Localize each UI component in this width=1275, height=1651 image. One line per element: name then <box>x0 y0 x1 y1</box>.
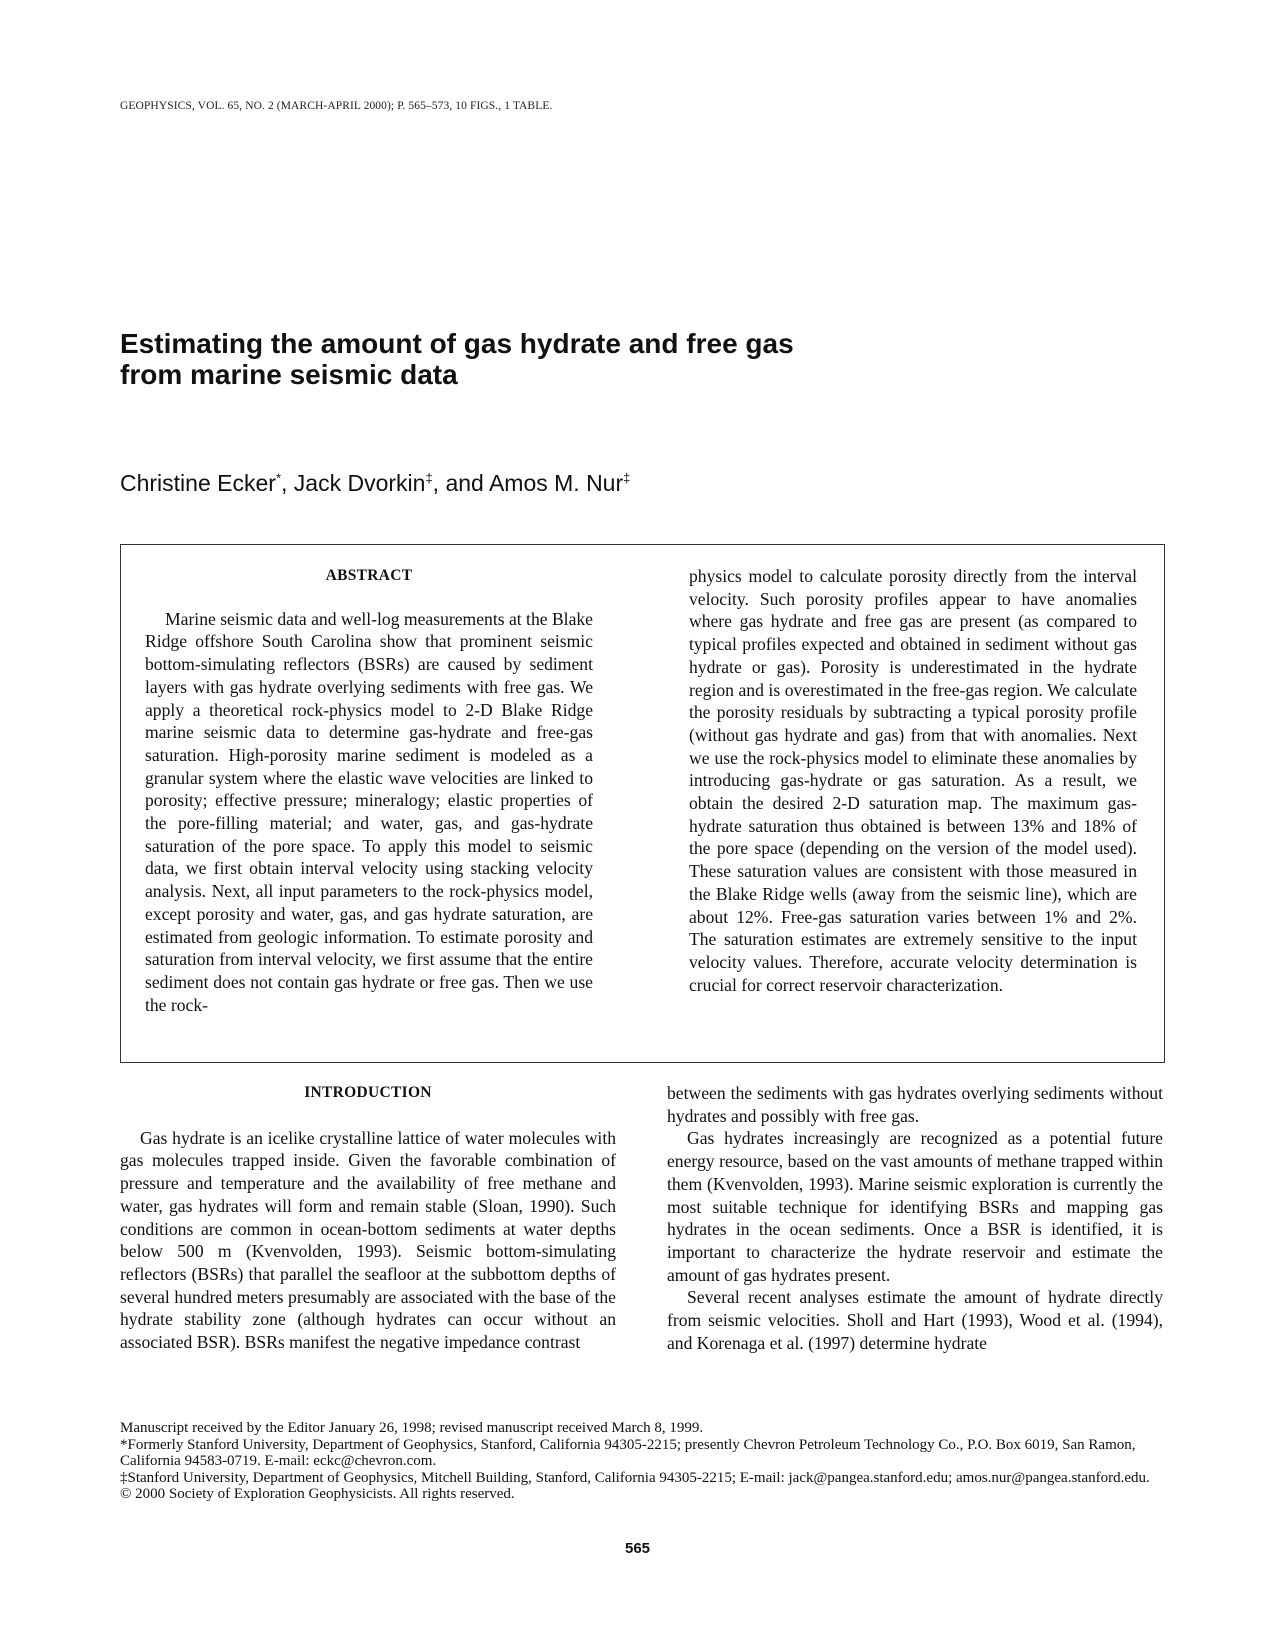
abstract-paragraph-left: Marine seismic data and well-log measurements at the Blake Ridge offshore South Carolina show that prominent seismic bottom-simulating reflectors (BSRs) are caused by sediment layers with gas hydrate overlying sediments with free gas. We apply a theoretical rock-physics model to 2-D Blake Ridge marine seismic data to determine gas-hydrate and free-gas saturation. High-porosity marine sediment is modeled as a granular system where the elastic wave velocities are linked to porosity; effective pressure; mineralogy; elastic properties of the pore-filling material; and water, gas, and gas-hydrate saturation of the pore space. To apply this model to seismic data, we first obtain interval velocity using stacking velocity analysis. Next, all input parameters to the rock-physics model, except porosity and water, gas, and gas hydrate saturation, are estimated from geologic information. To estimate porosity and saturation from interval velocity, we first assume that the entire sediment does not contain gas hydrate or free gas. Then we use the rock- <box>145 608 593 1015</box>
introduction-paragraph-1: Gas hydrate is an icelike crystalline lattice of water molecules with gas molecules trapped inside. Given the favorable combination of pressure and temperature and the availability of free methane and water, gas hydrates will form and remain stable (Sloan, 1990). Such conditions are common in ocean-bottom sediments at water depths below 500 m (Kvenvolden, 1993). Seismic bottom-simulating reflectors (BSRs) that parallel the seafloor at the subbottom depths of several hundred meters presumably are associated with the base of the hydrate stability zone (although hydrates can occur without an associated BSR). BSRs manifest the negative impedance contrast <box>120 1127 616 1353</box>
introduction-paragraph-3: Several recent analyses estimate the amount of hydrate directly from seismic velocities. Sholl and Hart (1993), Wood et al. (1994), and Korenaga et al. (1997) determine hydrate <box>667 1287 1163 1353</box>
abstract-heading: ABSTRACT <box>325 567 413 584</box>
footnotes <box>120 1420 1165 1503</box>
author-list <box>120 470 630 497</box>
introduction-left-column <box>120 1082 616 1354</box>
abstract-right-column <box>689 565 1137 996</box>
page-number: 565 <box>624 1540 651 1557</box>
footnote-affiliation-1: *Formerly Stanford University, Department of Geophysics, Stanford, California 94305-2215; presently Chevron Petroleum Technology Co., P.O. Box 6019, San Ramon, California 94583-0719. E-mail: eckc@chevron.com. <box>120 1436 1136 1469</box>
footnote-affiliation-2: ‡Stanford University, Department of Geophysics, Mitchell Building, Stanford, California 94305-2215; E-mail: jack@pangea.stanford.edu; amos.nur@pangea.stanford.edu. <box>120 1469 1150 1486</box>
title-line-1: Estimating the amount of gas hydrate and free gas <box>120 328 794 359</box>
author-1-mark: * <box>275 470 281 486</box>
author-1: Christine Ecker <box>120 470 276 496</box>
author-2: , Jack Dvorkin <box>281 470 426 496</box>
author-2-mark: ‡ <box>425 470 433 486</box>
abstract-box <box>120 544 1165 1063</box>
introduction-continuation: between the sediments with gas hydrates overlying sediments without hydrates and possibly with free gas. <box>667 1083 1163 1126</box>
footnote-copyright: © 2000 Society of Exploration Geophysicists. All rights reserved. <box>120 1486 515 1502</box>
author-3-mark: ‡ <box>623 470 631 486</box>
introduction-heading: INTRODUCTION <box>304 1084 432 1101</box>
introduction-paragraph-2: Gas hydrates increasingly are recognized as a potential future energy resource, based on the vast amounts of methane trapped within them (Kvenvolden, 1993). Marine seismic exploration is currently the most suitable technique for identifying BSRs and mapping gas hydrates in the ocean sediments. Once a BSR is identified, it is important to characterize the hydrate reservoir and estimate the amount of gas hydrates present. <box>667 1128 1163 1285</box>
paper-title <box>120 328 1020 390</box>
running-head: GEOPHYSICS, VOL. 65, NO. 2 (MARCH-APRIL 2000); P. 565–573, 10 FIGS., 1 TABLE. <box>120 100 553 112</box>
footnote-received: Manuscript received by the Editor January 26, 1998; revised manuscript received March 8, 1999. <box>120 1420 704 1436</box>
abstract-paragraph-right: physics model to calculate porosity directly from the interval velocity. Such porosity profiles appear to have anomalies where gas hydrate and free gas are present (as compared to typical profiles expected and obtained in sediment without gas hydrate or gas). Porosity is underestimated in the hydrate region and is overestimated in the free-gas region. We calculate the porosity residuals by subtracting a typical porosity profile (without gas hydrate and gas) from that with anomalies. Next we use the rock-physics model to eliminate these anomalies by introducing gas-hydrate or gas saturation. As a result, we obtain the desired 2-D saturation map. The maximum gas-hydrate saturation thus obtained is between 13% and 18% of the pore space (depending on the version of the model used). These saturation values are consistent with those measured in the Blake Ridge wells (away from the seismic line), which are about 12%. Free-gas saturation varies between 1% and 2%. The saturation estimates are extremely sensitive to the input velocity values. Therefore, accurate velocity determination is crucial for correct reservoir characterization. <box>689 566 1137 995</box>
author-3: , and Amos M. Nur <box>432 470 624 496</box>
abstract-left-column <box>145 565 593 1016</box>
introduction-right-column <box>667 1082 1163 1354</box>
title-line-2: from marine seismic data <box>120 359 458 390</box>
